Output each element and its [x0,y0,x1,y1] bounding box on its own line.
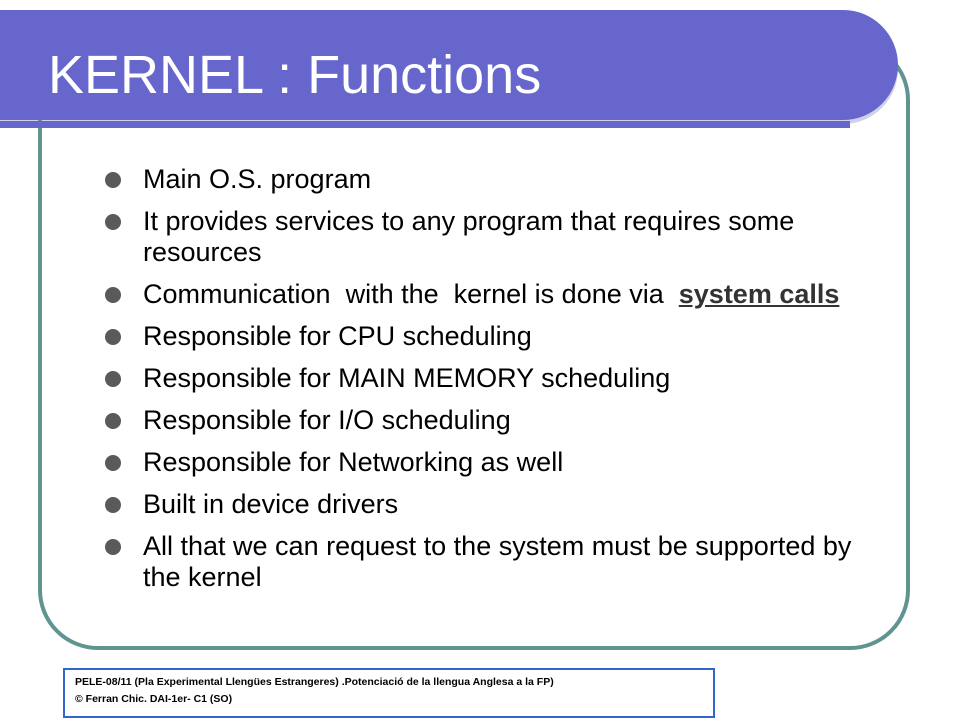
bullet-dot-icon [105,497,121,513]
bullet-item [103,206,893,268]
bullet-text: Built in device drivers [143,489,399,519]
system-calls-link[interactable]: system calls [678,279,840,309]
bullet-item [103,447,893,478]
bullet-text: Responsible for MAIN MEMORY scheduling [143,363,671,393]
bullet-item [103,405,893,436]
bullet-dot-icon [105,172,121,188]
bullet-item [103,164,893,195]
footer-line-2: © Ferran Chic. DAI-1er- C1 (SO) [75,693,233,705]
bullet-list [103,164,893,604]
footer-box [63,668,715,718]
bullet-dot-icon [105,287,121,303]
bullet-dot-icon [105,539,121,555]
bullet-item [103,321,893,352]
title-bar [0,10,898,120]
bullet-text: Responsible for Networking as well [143,447,564,477]
bullet-text: Responsible for I/O scheduling [143,405,511,435]
bullet-item [103,531,893,593]
slide-title: KERNEL : Functions [48,45,542,105]
footer-line-1: PELE-08/11 (Pla Experimental Llengües Estrangeres) .Potenciació de la llengua Anglesa a la FP) [75,676,554,688]
bullet-text: It provides services to any program that requires some resources [143,206,795,267]
bullet-item [103,363,893,394]
bullet-item [103,279,893,310]
bullet-text: All that we can request to the system must be supported by the kernel [143,531,852,592]
bullet-text: Main O.S. program [143,164,372,194]
bullet-text: Communication with the kernel is done via [143,279,679,309]
bullet-dot-icon [105,371,121,387]
title-underline [0,121,850,128]
bullet-dot-icon [105,329,121,345]
bullet-dot-icon [105,214,121,230]
bullet-item [103,489,893,520]
bullet-dot-icon [105,413,121,429]
bullet-dot-icon [105,455,121,471]
bullet-text: Responsible for CPU scheduling [143,321,532,351]
